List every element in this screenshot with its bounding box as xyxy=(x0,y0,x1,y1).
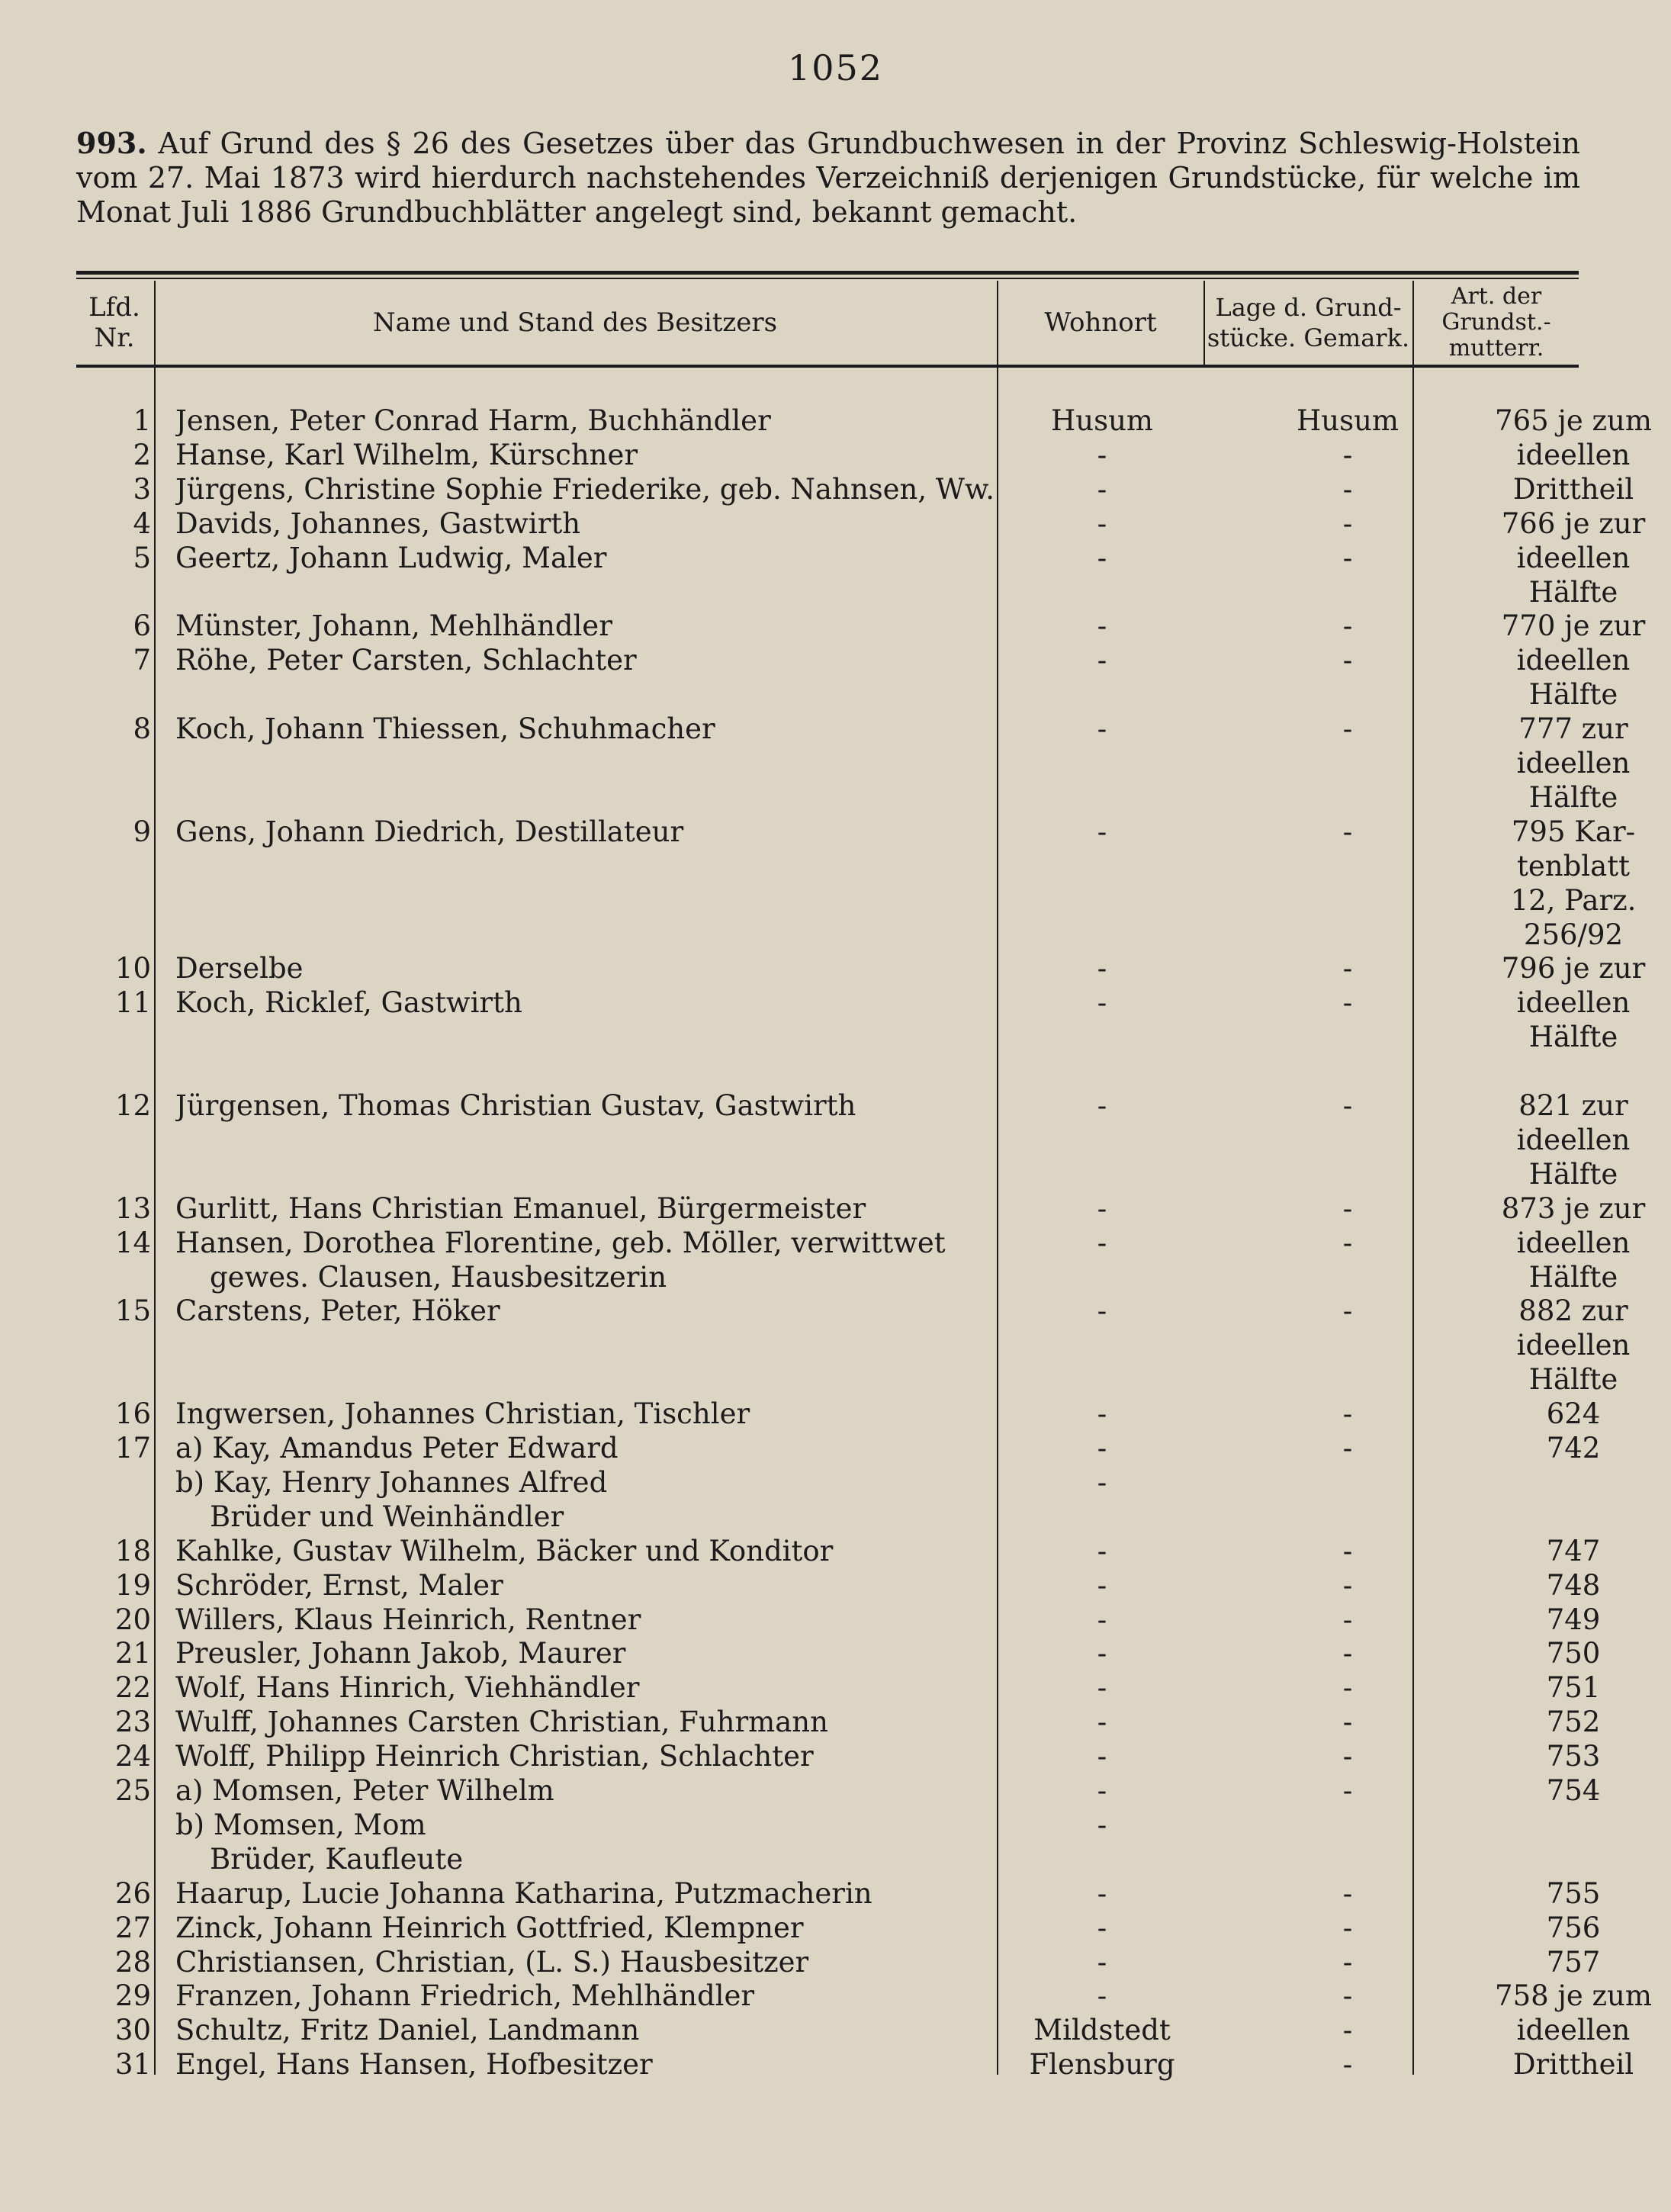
row-number: 14 xyxy=(114,1226,151,1259)
register-article: ideellen xyxy=(1516,644,1631,677)
land-location: - xyxy=(1342,1774,1353,1807)
register-article: 256/92 xyxy=(1523,918,1624,951)
row-number: 4 xyxy=(133,506,151,540)
register-article: 748 xyxy=(1546,1568,1601,1602)
table-row xyxy=(76,1294,1628,1328)
table-row xyxy=(76,1979,1652,2013)
land-location: - xyxy=(1342,1740,1353,1773)
register-article: ideellen xyxy=(1516,2014,1631,2047)
residence: - xyxy=(1097,1432,1107,1464)
owner-name: Kahlke, Gustav Wilhelm, Bäcker und Konditor xyxy=(175,1534,834,1567)
land-location: - xyxy=(1342,506,1353,540)
register-article: Hälfte xyxy=(1528,1157,1618,1191)
residence: - xyxy=(1097,1294,1107,1328)
owner-name: Franzen, Johann Friedrich, Mehlhändler xyxy=(175,1979,755,2013)
table-row xyxy=(76,1226,1631,1260)
row-number: 22 xyxy=(114,1671,151,1705)
land-location: - xyxy=(1342,1603,1353,1636)
table-top-rule-thin xyxy=(76,278,1579,279)
table-row xyxy=(76,644,1631,677)
table-row xyxy=(76,2014,1631,2047)
owner-name: Derselbe xyxy=(175,952,304,985)
table-row xyxy=(76,986,1631,1020)
residence: - xyxy=(1097,1534,1107,1567)
owner-name: Davids, Johannes, Gastwirth xyxy=(175,506,581,540)
register-article: 752 xyxy=(1546,1706,1601,1739)
register-article: Hälfte xyxy=(1528,1260,1618,1294)
land-location: - xyxy=(1342,712,1353,746)
header-wohnort: Wohnort xyxy=(1044,307,1157,338)
owner-name: Ingwersen, Johannes Christian, Tischler xyxy=(175,1397,750,1431)
residence: - xyxy=(1097,644,1107,677)
table-header-bottom-rule xyxy=(76,365,1579,368)
register-article: Hälfte xyxy=(1528,678,1618,712)
register-article: ideellen xyxy=(1516,1226,1631,1259)
owner-name: a) Kay, Amandus Peter Edward xyxy=(175,1432,619,1464)
table-row xyxy=(76,1706,1601,1739)
owner-name: Engel, Hans Hansen, Hofbesitzer xyxy=(175,2048,653,2082)
land-location: - xyxy=(1342,438,1353,471)
table-row xyxy=(76,404,1652,438)
land-location: - xyxy=(1342,1979,1353,2013)
residence: - xyxy=(1097,1808,1107,1841)
table-row xyxy=(76,1603,1601,1637)
residence: - xyxy=(1097,472,1107,506)
table-row xyxy=(76,1021,1618,1054)
land-location: - xyxy=(1342,1911,1353,1944)
owner-name: Gurlitt, Hans Christian Emanuel, Bürgermeister xyxy=(175,1191,866,1225)
land-location: - xyxy=(1342,1226,1353,1259)
row-number: 11 xyxy=(114,986,151,1020)
residence: - xyxy=(1097,712,1107,746)
register-article: ideellen xyxy=(1516,986,1631,1020)
row-number: 17 xyxy=(114,1432,151,1464)
land-location: - xyxy=(1342,1706,1353,1739)
register-article: 747 xyxy=(1546,1534,1601,1567)
owner-name: Christiansen, Christian, (L. S.) Hausbesitzer xyxy=(175,1945,809,1979)
owner-name: Koch, Johann Thiessen, Schuhmacher xyxy=(175,712,715,746)
table-row xyxy=(76,678,1618,712)
register-article: 12, Parz. xyxy=(1510,883,1637,917)
header-lage: Lage d. Grund- stücke. Gemark. xyxy=(1207,293,1410,352)
owner-name: gewes. Clausen, Hausbesitzerin xyxy=(210,1260,667,1294)
table-row xyxy=(76,1500,1580,1534)
register-article: 751 xyxy=(1546,1671,1601,1705)
register-article: 777 zur xyxy=(1518,712,1628,746)
table-row xyxy=(76,712,1628,746)
residence: - xyxy=(1097,1603,1107,1636)
row-number: 28 xyxy=(114,1945,151,1979)
register-article: 755 xyxy=(1546,1876,1601,1910)
residence: - xyxy=(1097,1191,1107,1225)
owner-name: Jürgensen, Thomas Christian Gustav, Gastwirth xyxy=(175,1089,856,1122)
land-location: - xyxy=(1342,1945,1353,1979)
row-number: 19 xyxy=(114,1568,151,1602)
register-article: 882 zur xyxy=(1518,1294,1628,1328)
residence: - xyxy=(1097,1089,1107,1122)
register-article: 873 je zur xyxy=(1501,1191,1646,1225)
intro-text: Auf Grund des § 26 des Gesetzes über das Grundbuchwesen in der Provinz Schleswig-Holstein vom 27. Mai 1873 wird hierdurch nachstehendes Verzeichniß derjenigen Grundstücke, für welche im Monat Juli 1886 Grundbuchblätter angelegt sind, bekannt gemacht. xyxy=(76,127,1580,229)
land-location: - xyxy=(1342,1671,1353,1705)
row-number: 3 xyxy=(133,472,151,506)
register-article: ideellen xyxy=(1516,1329,1631,1362)
table-row xyxy=(76,1329,1631,1362)
register-article: Hälfte xyxy=(1528,575,1618,609)
table-row xyxy=(76,506,1646,541)
table-row xyxy=(76,780,1618,815)
row-number: 24 xyxy=(114,1740,151,1773)
row-number: 9 xyxy=(133,815,151,848)
table-row xyxy=(76,1809,1580,1842)
row-number: 18 xyxy=(114,1534,151,1567)
residence: - xyxy=(1097,986,1107,1020)
land-location: - xyxy=(1342,952,1353,985)
land-location: - xyxy=(1342,2014,1353,2047)
register-article: Hälfte xyxy=(1528,1021,1618,1054)
land-location: - xyxy=(1342,609,1353,643)
row-number: 16 xyxy=(114,1397,151,1431)
row-number: 21 xyxy=(114,1637,151,1670)
table-row xyxy=(76,1671,1601,1705)
row-number: 12 xyxy=(114,1089,151,1122)
residence: - xyxy=(1097,1740,1107,1773)
owner-name: Wulff, Johannes Carsten Christian, Fuhrmann xyxy=(175,1706,828,1739)
residence: - xyxy=(1097,1568,1107,1602)
row-number: 1 xyxy=(133,404,151,437)
table-row xyxy=(76,918,1624,952)
table-row xyxy=(76,1466,1580,1500)
register-article: 750 xyxy=(1546,1637,1601,1670)
owner-name: Carstens, Peter, Höker xyxy=(175,1294,500,1328)
announcement-number: 993. xyxy=(76,126,147,160)
table-row xyxy=(76,609,1646,643)
owner-name: Wolf, Hans Hinrich, Viehhändler xyxy=(175,1671,640,1705)
register-article: 795 Kar- xyxy=(1511,815,1636,848)
owner-name: Jürgens, Christine Sophie Friederike, geb. Nahnsen, Ww. xyxy=(175,472,995,506)
table-row xyxy=(76,1260,1618,1294)
row-number: 5 xyxy=(133,541,151,574)
row-number: 23 xyxy=(114,1706,151,1739)
owner-name: Brüder und Weinhändler xyxy=(210,1500,564,1533)
residence: - xyxy=(1097,1945,1107,1979)
residence: - xyxy=(1097,541,1107,574)
intro-paragraph xyxy=(76,126,1580,230)
row-number: 6 xyxy=(133,609,151,643)
register-article: Drittheil xyxy=(1512,2048,1634,2082)
table-row xyxy=(76,1568,1601,1603)
register-article: Drittheil xyxy=(1512,472,1634,506)
land-location: - xyxy=(1342,472,1353,506)
register-article: tenblatt xyxy=(1517,849,1630,883)
land-location: - xyxy=(1342,1876,1353,1910)
residence: - xyxy=(1097,1774,1107,1807)
residence: - xyxy=(1097,1671,1107,1705)
table-row xyxy=(76,1191,1646,1226)
table-row xyxy=(76,1055,1580,1088)
residence: - xyxy=(1097,1911,1107,1944)
residence: - xyxy=(1097,506,1107,540)
register-article: Hälfte xyxy=(1528,1363,1618,1397)
owner-name: Zinck, Johann Heinrich Gottfried, Klempner xyxy=(175,1911,804,1944)
table-row xyxy=(76,1740,1601,1773)
row-number: 10 xyxy=(114,952,151,985)
table-top-rule-thick xyxy=(76,271,1579,275)
header-nr: Lfd. Nr. xyxy=(88,292,140,353)
residence: - xyxy=(1097,1979,1107,2013)
table-row xyxy=(76,1089,1628,1123)
residence: - xyxy=(1097,1226,1107,1259)
owner-name: Schröder, Ernst, Maler xyxy=(175,1568,503,1602)
row-number: 8 xyxy=(133,712,151,746)
table-row xyxy=(76,2048,1634,2082)
residence: Flensburg xyxy=(1029,2048,1175,2082)
register-article: ideellen xyxy=(1516,541,1631,574)
owner-name: Geertz, Johann Ludwig, Maler xyxy=(175,541,607,574)
owner-name: Haarup, Lucie Johanna Katharina, Putzmacherin xyxy=(175,1876,872,1910)
row-number: 29 xyxy=(114,1979,151,2013)
header-art: Art. der Grundst.- mutterr. xyxy=(1441,283,1551,362)
register-article: 766 je zur xyxy=(1501,506,1646,540)
table-row xyxy=(76,541,1631,575)
owner-name: Koch, Ricklef, Gastwirth xyxy=(175,986,522,1020)
register-article: ideellen xyxy=(1516,1123,1631,1156)
residence: Mildstedt xyxy=(1033,2014,1171,2047)
register-article: 757 xyxy=(1546,1945,1601,1979)
residence: - xyxy=(1097,952,1107,985)
land-location: - xyxy=(1342,2048,1353,2082)
owner-name: Schultz, Fritz Daniel, Landmann xyxy=(175,2014,640,2047)
register-article: 821 zur xyxy=(1518,1089,1628,1122)
table-row xyxy=(76,1843,1580,1876)
owner-name: Brüder, Kaufleute xyxy=(210,1842,464,1876)
owner-name: a) Momsen, Peter Wilhelm xyxy=(175,1774,554,1807)
table-row xyxy=(76,472,1634,506)
residence: - xyxy=(1097,1876,1107,1910)
register-article: ideellen xyxy=(1516,747,1631,780)
table-row xyxy=(76,438,1631,472)
table-row xyxy=(76,1911,1601,1945)
table-row xyxy=(76,1397,1601,1431)
row-number: 26 xyxy=(114,1876,151,1910)
table-row xyxy=(76,815,1636,849)
owner-name: b) Kay, Henry Johannes Alfred xyxy=(175,1465,608,1499)
land-location: - xyxy=(1342,1432,1353,1464)
row-number: 20 xyxy=(114,1603,151,1636)
land-location: - xyxy=(1342,1534,1353,1567)
owner-name: Wolff, Philipp Heinrich Christian, Schlachter xyxy=(175,1740,814,1773)
row-number: 31 xyxy=(114,2048,151,2082)
register-article: 754 xyxy=(1546,1774,1601,1807)
land-location: - xyxy=(1342,1397,1353,1431)
row-number: 15 xyxy=(114,1294,151,1328)
residence: - xyxy=(1097,1706,1107,1739)
residence: - xyxy=(1097,609,1107,643)
land-location: - xyxy=(1342,815,1353,848)
table-row xyxy=(76,1774,1601,1808)
register-article: 770 je zur xyxy=(1501,609,1646,643)
residence: - xyxy=(1097,1465,1107,1499)
table-row xyxy=(76,883,1637,918)
register-article: 753 xyxy=(1546,1740,1601,1773)
land-location: - xyxy=(1342,644,1353,677)
table-row xyxy=(76,1432,1601,1465)
table-row xyxy=(76,747,1631,780)
land-location: - xyxy=(1342,1191,1353,1225)
owner-name: Hansen, Dorothea Florentine, geb. Möller, verwittwet xyxy=(175,1226,946,1259)
row-number: 13 xyxy=(114,1191,151,1225)
row-number: 7 xyxy=(133,644,151,677)
owner-name: Hanse, Karl Wilhelm, Kürschner xyxy=(175,438,638,471)
table-row xyxy=(76,1945,1601,1979)
residence: - xyxy=(1097,1637,1107,1670)
table-row xyxy=(76,1363,1618,1397)
table-row xyxy=(76,952,1646,985)
table-row xyxy=(76,1534,1601,1568)
register-article: 756 xyxy=(1546,1911,1601,1944)
owner-name: Münster, Johann, Mehlhändler xyxy=(175,609,612,643)
register-article: 765 je zum xyxy=(1495,404,1652,437)
table-row xyxy=(76,1637,1601,1670)
register-article: 796 je zur xyxy=(1501,952,1646,985)
row-number: 25 xyxy=(114,1774,151,1807)
page-number: 1052 xyxy=(787,47,884,88)
row-number: 2 xyxy=(133,438,151,471)
register-article: Hälfte xyxy=(1528,780,1618,814)
register-article: ideellen xyxy=(1516,438,1631,471)
land-location: Husum xyxy=(1297,404,1399,437)
header-name: Name und Stand des Besitzers xyxy=(372,307,778,338)
row-number: 27 xyxy=(114,1911,151,1944)
residence: - xyxy=(1097,1397,1107,1431)
table-row xyxy=(76,1157,1618,1191)
land-location: - xyxy=(1342,541,1353,574)
owner-name: Gens, Johann Diedrich, Destillateur xyxy=(175,815,684,848)
land-location: - xyxy=(1342,1089,1353,1122)
table-row xyxy=(76,1876,1601,1911)
owner-name: b) Momsen, Mom xyxy=(175,1808,426,1841)
land-location: - xyxy=(1342,986,1353,1020)
residence: - xyxy=(1097,815,1107,848)
table-row xyxy=(76,1123,1631,1157)
register-article: 758 je zum xyxy=(1495,1979,1652,2013)
owner-name: Willers, Klaus Heinrich, Rentner xyxy=(175,1603,641,1636)
land-location: - xyxy=(1342,1294,1353,1328)
row-number: 30 xyxy=(114,2014,151,2047)
register-article: 749 xyxy=(1546,1603,1601,1636)
table-row xyxy=(76,575,1618,609)
land-location: - xyxy=(1342,1568,1353,1602)
land-location: - xyxy=(1342,1637,1353,1670)
owner-name: Röhe, Peter Carsten, Schlachter xyxy=(175,644,637,677)
register-article: 624 xyxy=(1546,1397,1601,1431)
owner-name: Jensen, Peter Conrad Harm, Buchhändler xyxy=(175,404,771,437)
table-row xyxy=(76,849,1630,883)
register-article: 742 xyxy=(1546,1432,1601,1464)
owner-name: Preusler, Johann Jakob, Maurer xyxy=(175,1637,626,1670)
residence: - xyxy=(1097,438,1107,471)
residence: Husum xyxy=(1051,404,1153,437)
